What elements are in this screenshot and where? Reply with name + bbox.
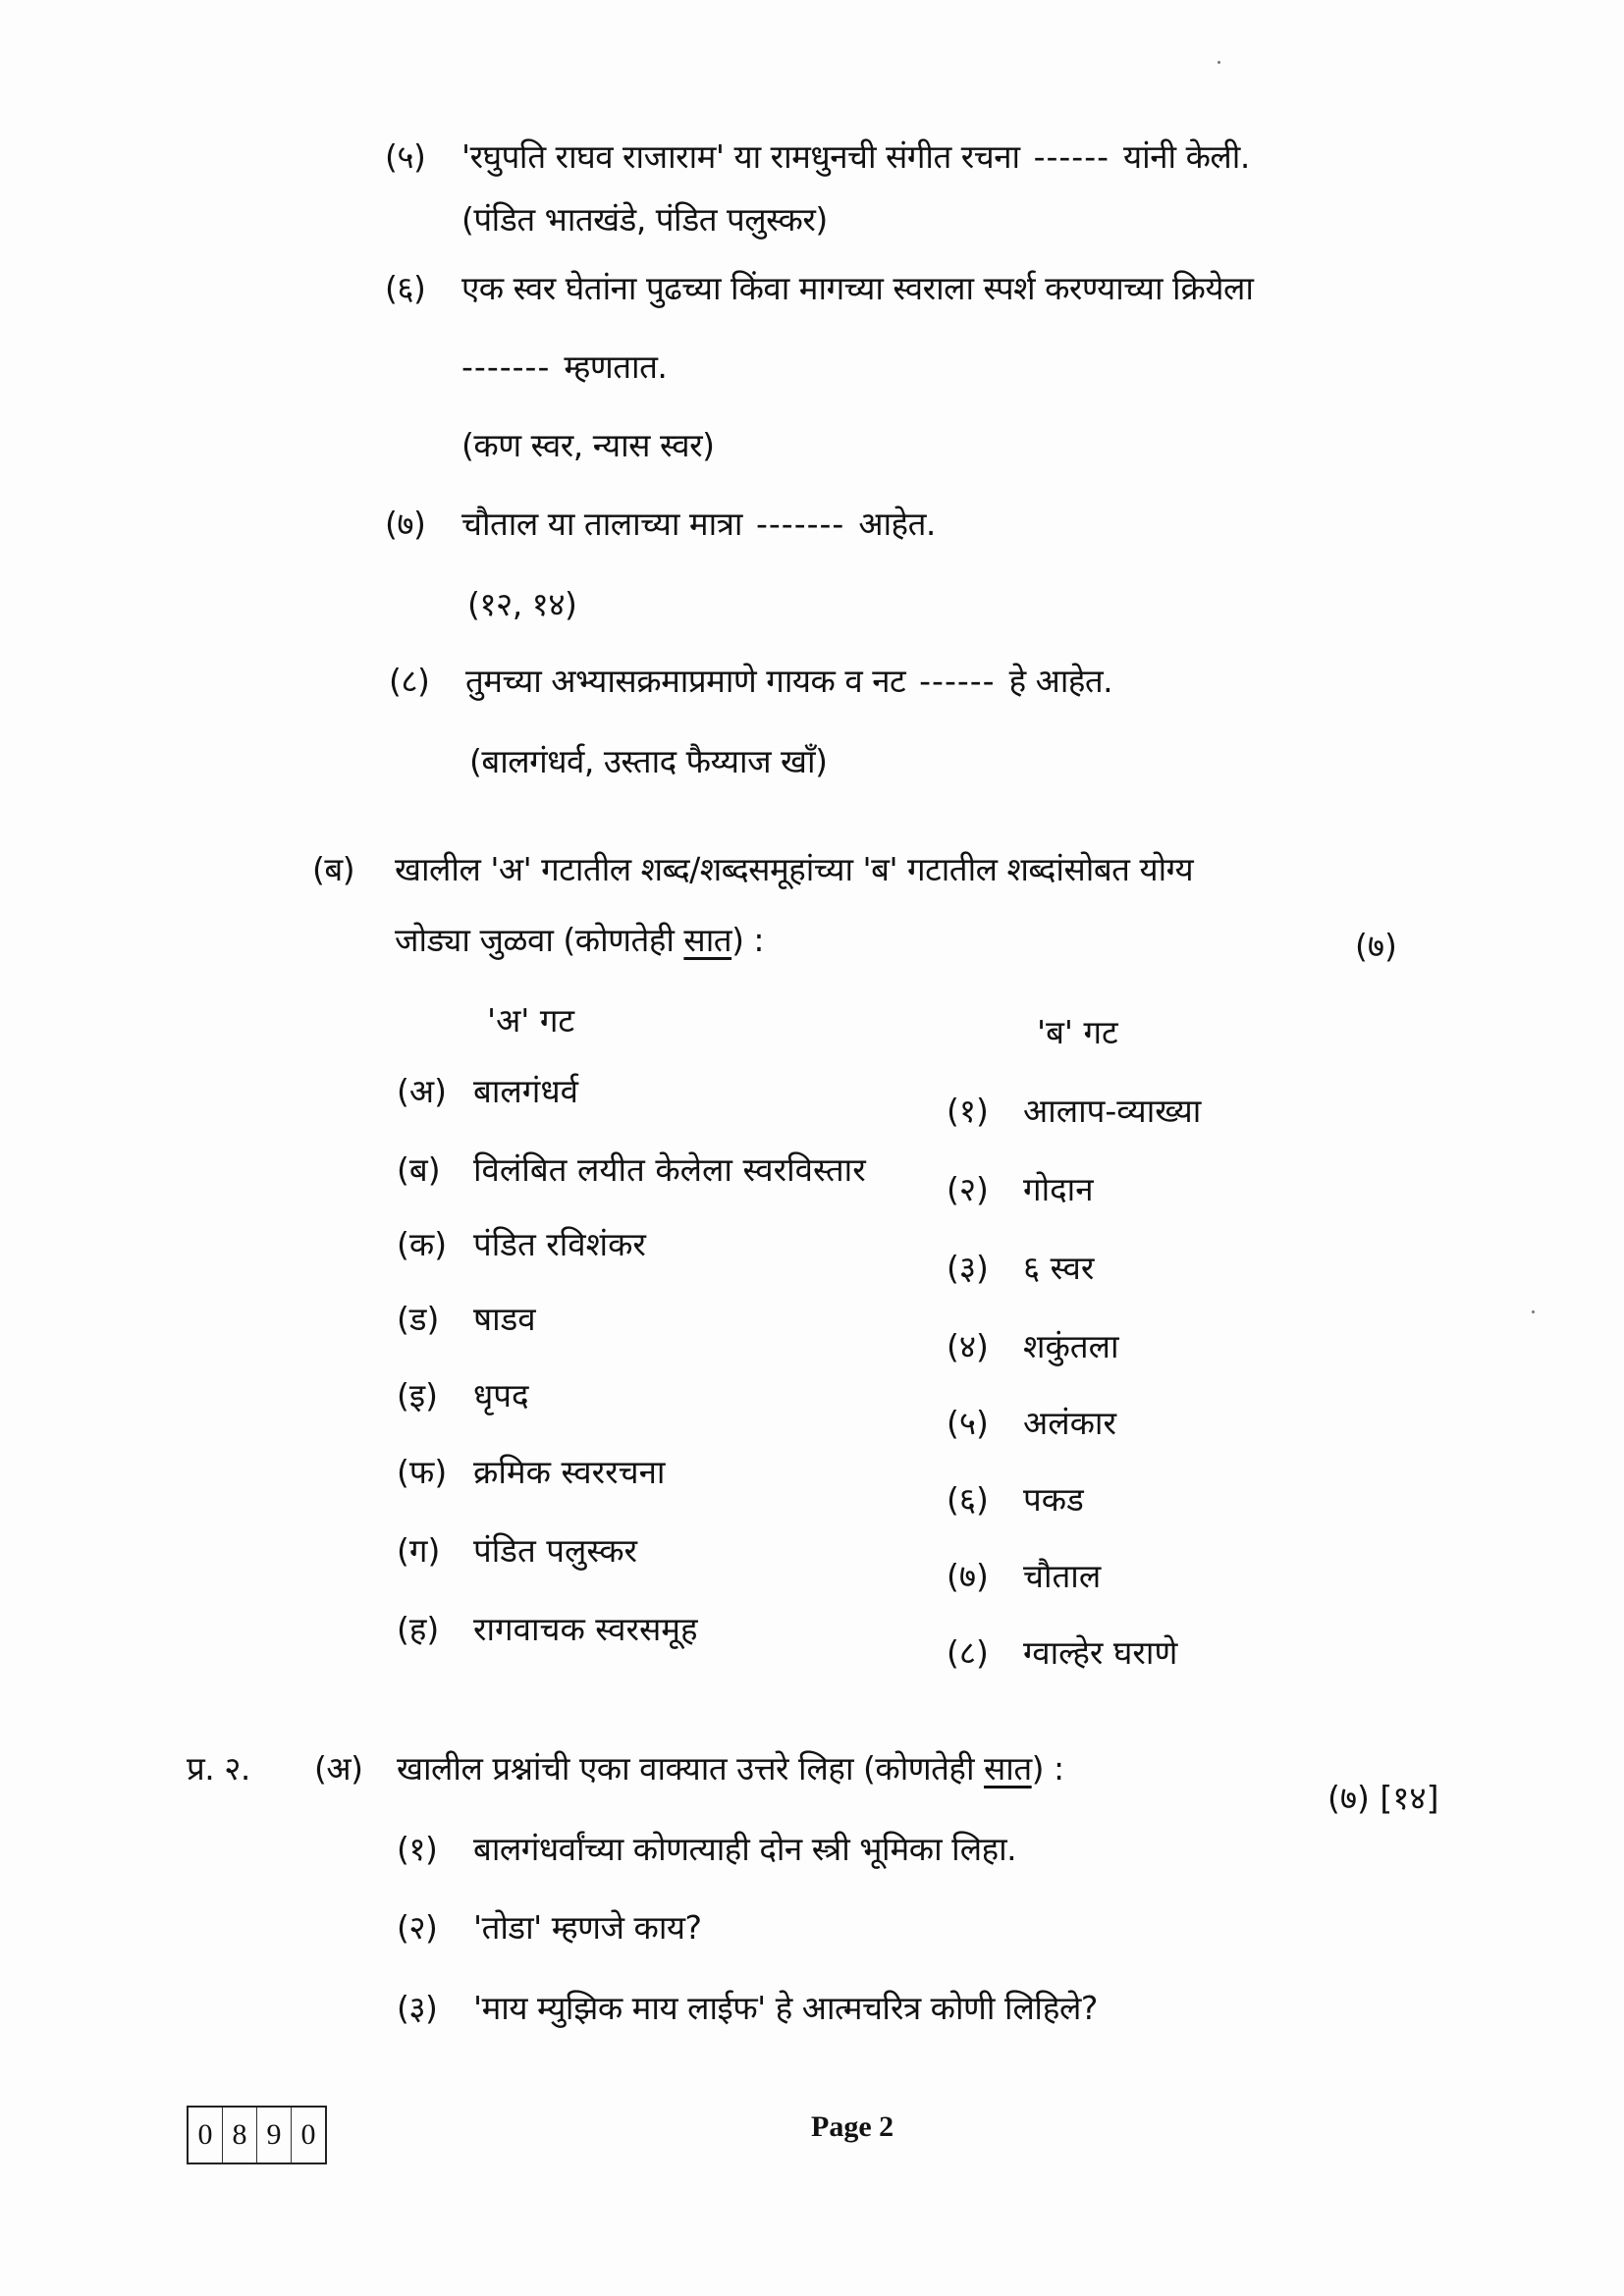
- sub-label: (अ): [314, 1749, 363, 1788]
- fill-blank-options-5: (पंडित भातखंडे, पंडित पलुस्कर): [461, 200, 828, 239]
- group-a-item: [397, 1298, 536, 1341]
- item-text: तुमच्या अभ्यासक्रमाप्रमाणे गायक व नट: [465, 662, 906, 700]
- item-number: (ब): [397, 1150, 441, 1189]
- group-a-item: [397, 1529, 637, 1573]
- item-text: क्रमिक स्वररचना: [473, 1453, 666, 1491]
- group-a-item: [397, 1223, 646, 1266]
- item-text-after: यांनी केली.: [1123, 137, 1250, 176]
- question-2-marks: (७) [१४]: [1327, 1779, 1439, 1817]
- fill-blank-options-8: (बालगंधर्व, उस्ताद फैय्याज खाँ): [469, 742, 828, 780]
- code-digit: 8: [223, 2108, 257, 2163]
- item-text: पंडित पलुस्कर: [473, 1531, 638, 1570]
- item-text: षाडव: [473, 1300, 536, 1338]
- item-text: आलाप-व्याख्या: [1023, 1092, 1202, 1130]
- item-number: (७): [947, 1557, 989, 1595]
- blank-line: ------: [919, 662, 996, 700]
- item-number: (क): [397, 1225, 448, 1263]
- group-b-item: [947, 1631, 1177, 1675]
- item-number: (३): [397, 1989, 438, 2027]
- question-2-item: [397, 1828, 1016, 1871]
- item-text: 'तोडा' म्हणजे काय?: [473, 1908, 702, 1947]
- group-b-item: [947, 1168, 1094, 1211]
- instruction-text: ) :: [731, 921, 765, 959]
- fill-blank-item-5: [385, 135, 1250, 179]
- item-text: चौताल या तालाच्या मात्रा: [461, 505, 742, 543]
- item-number: (ह): [397, 1610, 440, 1648]
- item-number: (इ): [397, 1376, 438, 1415]
- fill-blank-item-7: [385, 503, 936, 546]
- paper-code-box: [187, 2106, 327, 2164]
- item-number: (ग): [397, 1531, 441, 1570]
- section-b-marks: (७): [1355, 927, 1397, 965]
- item-number: (८): [947, 1633, 989, 1672]
- item-number: (अ): [397, 1072, 447, 1110]
- item-text: बालगंधर्व: [473, 1072, 578, 1110]
- code-digit: 0: [300, 2118, 316, 2151]
- item-number: (१): [947, 1092, 989, 1130]
- item-number: (३): [947, 1249, 989, 1287]
- item-text: धृपद: [473, 1376, 529, 1415]
- item-text-after: आहेत.: [858, 505, 936, 543]
- group-a-item: [397, 1608, 698, 1651]
- blank-line: ------: [1033, 137, 1110, 176]
- question-2-item: [397, 1987, 1098, 2030]
- group-a-item: [397, 1451, 665, 1494]
- item-text: विलंबित लयीत केलेला स्वरविस्तार: [473, 1150, 866, 1189]
- item-text: 'माय म्युझिक माय लाईफ' हे आत्मचरित्र कोणी लिहिले?: [473, 1989, 1098, 2027]
- item-number: (६): [385, 269, 426, 307]
- fill-blank-options-7: (१२, १४): [467, 585, 577, 623]
- group-b-item: [947, 1090, 1201, 1133]
- scan-speck: [1532, 1310, 1535, 1313]
- item-number: (२): [947, 1170, 989, 1208]
- item-text: ६ स्वर: [1023, 1249, 1095, 1287]
- group-a-item: [397, 1374, 529, 1417]
- item-number: (६): [947, 1480, 989, 1519]
- group-b-item: [947, 1325, 1119, 1368]
- item-text: चौताल: [1023, 1557, 1102, 1595]
- question-label: प्र. २.: [187, 1749, 250, 1788]
- section-b-instruction-line-2: [395, 919, 764, 962]
- item-number: (४): [947, 1327, 989, 1365]
- scan-speck: [1218, 61, 1220, 64]
- group-b-item: [947, 1555, 1101, 1598]
- code-digit: 9: [257, 2108, 292, 2163]
- item-number: (ड): [397, 1300, 440, 1338]
- instruction-line-1: खालील 'अ' गटातील शब्द/शब्दसमूहांच्या 'ब' गटातील शब्दांसोबत योग्य: [395, 850, 1194, 888]
- blank-line: -------: [755, 505, 845, 543]
- group-b-item: [947, 1247, 1094, 1290]
- code-digit: 0: [189, 2108, 223, 2163]
- question-2-item: [397, 1906, 702, 1949]
- page-number: Page 2: [811, 2110, 894, 2143]
- item-text-after: म्हणतात.: [564, 347, 668, 386]
- fill-blank-item-8: [389, 660, 1112, 703]
- group-a-item: [397, 1148, 866, 1192]
- group-b-item: [947, 1402, 1116, 1445]
- instruction-emphasis: सात: [984, 1749, 1032, 1788]
- item-text: अलंकार: [1023, 1404, 1116, 1442]
- group-b-item: [947, 1478, 1084, 1522]
- instruction-text: ) :: [1031, 1749, 1064, 1788]
- group-b-heading: 'ब' गट: [1037, 1013, 1118, 1051]
- fill-blank-item-6: [385, 267, 1253, 310]
- item-number: (१): [397, 1830, 438, 1868]
- blank-line: -------: [461, 347, 551, 386]
- item-text: एक स्वर घेतांना पुढच्या किंवा मागच्या स्वराला स्पर्श करण्याच्या क्रियेला: [461, 269, 1254, 307]
- section-label: (ब): [312, 850, 355, 888]
- item-text: रागवाचक स्वरसमूह: [473, 1610, 698, 1648]
- item-text: गोदान: [1023, 1170, 1094, 1208]
- fill-blank-options-6: (कण स्वर, न्यास स्वर): [461, 426, 715, 464]
- item-text: शकुंतला: [1023, 1327, 1119, 1365]
- item-number: (५): [385, 137, 426, 176]
- section-b-instruction: [312, 848, 1193, 891]
- item-number: (फ): [397, 1453, 448, 1491]
- item-text: बालगंधर्वांच्या कोणत्याही दोन स्त्री भूमिका लिहा.: [473, 1830, 1017, 1868]
- item-text: 'रघुपति राघव राजाराम' या रामधुनची संगीत रचना: [461, 137, 1020, 176]
- instruction-text: खालील प्रश्नांची एका वाक्यात उत्तरे लिहा (कोणतेही: [397, 1749, 984, 1788]
- item-number: (२): [397, 1908, 438, 1947]
- fill-blank-item-6-cont: [461, 346, 667, 389]
- group-a-heading: 'अ' गट: [487, 1001, 575, 1040]
- item-number: (७): [385, 505, 426, 543]
- group-a-item: [397, 1070, 578, 1113]
- item-text: पंडित रविशंकर: [473, 1225, 646, 1263]
- question-2-heading: [187, 1747, 1064, 1790]
- item-text: ग्वाल्हेर घराणे: [1023, 1633, 1178, 1672]
- instruction-text: जोड्या जुळवा (कोणतेही: [395, 921, 684, 959]
- item-text: पकड: [1023, 1480, 1084, 1519]
- instruction-emphasis: सात: [683, 921, 732, 959]
- item-number: (८): [389, 662, 430, 700]
- item-text-after: हे आहेत.: [1008, 662, 1113, 700]
- item-number: (५): [947, 1404, 989, 1442]
